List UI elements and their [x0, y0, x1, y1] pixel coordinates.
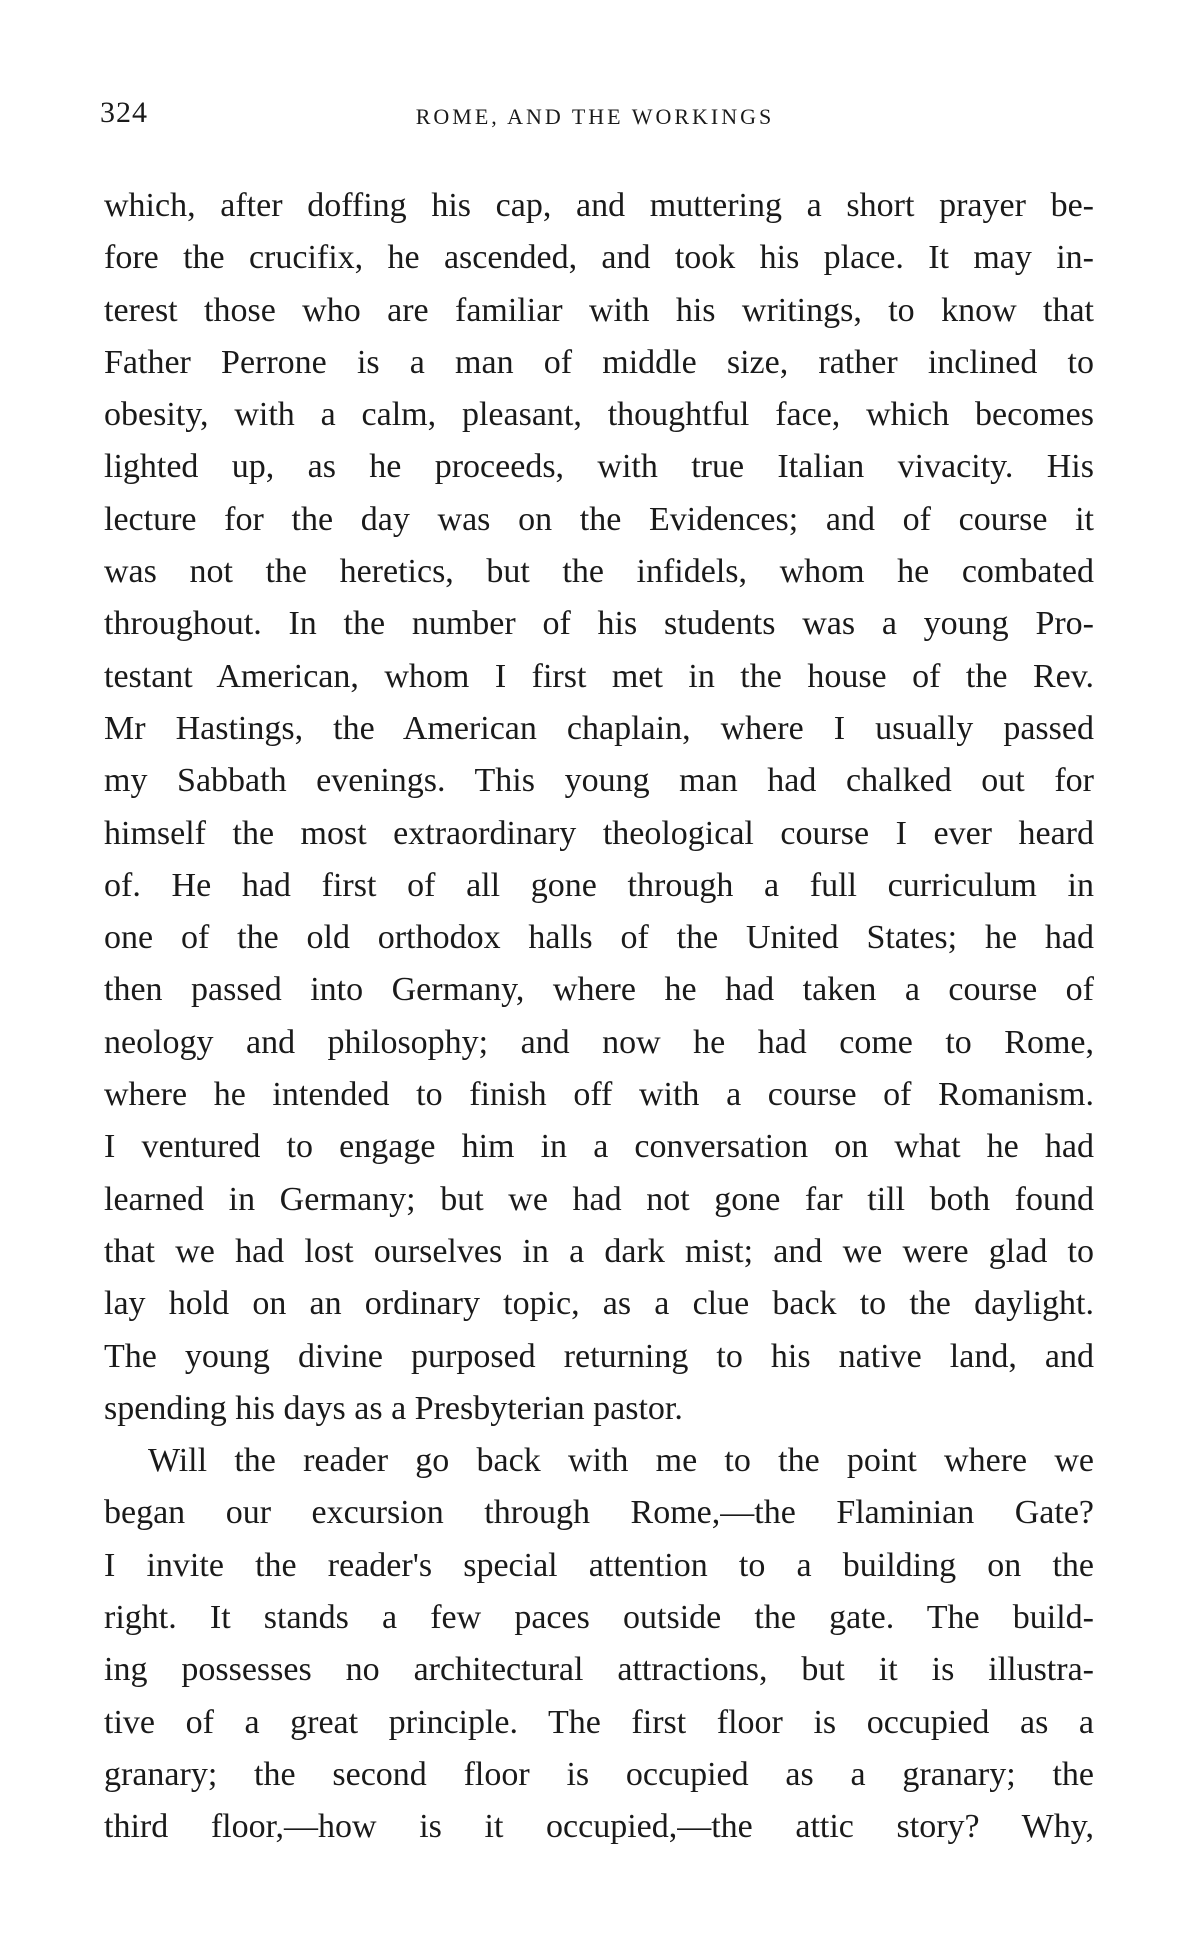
- text-line: third floor,—how is it occupied,—the attic story? Why,: [104, 1808, 1094, 1846]
- text-line: terest those who are familiar with his writings, to know that: [104, 291, 1094, 329]
- text-line: of. He had first of all gone through a full curriculum in: [104, 866, 1094, 904]
- text-line: that we had lost ourselves in a dark mist; and we were glad to: [104, 1232, 1094, 1270]
- text-line: I ventured to engage him in a conversation on what he had: [104, 1128, 1094, 1166]
- text-line: lecture for the day was on the Evidences; and of course it: [104, 500, 1094, 538]
- paragraph-first-line: Will the reader go back with me to the point where we: [148, 1442, 1094, 1480]
- text-line: Father Perrone is a man of middle size, rather inclined to: [104, 343, 1094, 381]
- text-line: ing possesses no architectural attractions, but it is illustra-: [104, 1651, 1094, 1689]
- text-line: lighted up, as he proceeds, with true Italian vivacity. His: [104, 448, 1094, 486]
- text-line: neology and philosophy; and now he had come to Rome,: [104, 1023, 1094, 1061]
- text-line: began our excursion through Rome,—the Flaminian Gate?: [104, 1494, 1094, 1532]
- body-text: [104, 180, 1094, 1854]
- page-number: 324: [100, 96, 148, 129]
- text-line: fore the crucifix, he ascended, and took his place. It may in-: [104, 239, 1094, 277]
- text-line: where he intended to finish off with a course of Romanism.: [104, 1076, 1094, 1114]
- text-line: then passed into Germany, where he had taken a course of: [104, 971, 1094, 1009]
- text-line: right. It stands a few paces outside the gate. The build-: [104, 1599, 1094, 1637]
- text-line: tive of a great principle. The first floor is occupied as a: [104, 1703, 1094, 1741]
- text-line: which, after doffing his cap, and muttering a short prayer be-: [104, 187, 1094, 224]
- text-line: obesity, with a calm, pleasant, thoughtful face, which becomes: [104, 396, 1094, 434]
- text-line: himself the most extraordinary theological course I ever heard: [104, 814, 1094, 852]
- text-line: learned in Germany; but we had not gone far till both found: [104, 1180, 1094, 1218]
- text-line: I invite the reader's special attention to a building on the: [104, 1546, 1094, 1584]
- text-line: throughout. In the number of his students was a young Pro-: [104, 605, 1094, 643]
- running-head: ROME, AND THE WORKINGS: [415, 104, 775, 129]
- text-line: Mr Hastings, the American chaplain, where I usually passed: [104, 709, 1094, 747]
- text-line: testant American, whom I first met in the house of the Rev.: [104, 657, 1094, 695]
- page-header: [100, 96, 1090, 136]
- text-line: was not the heretics, but the infidels, whom he combated: [104, 553, 1094, 591]
- text-line: lay hold on an ordinary topic, as a clue back to the daylight.: [104, 1285, 1094, 1323]
- text-line: granary; the second floor is occupied as a granary; the: [104, 1755, 1094, 1793]
- paragraph-last-line: spending his days as a Presbyterian pastor.: [104, 1389, 683, 1427]
- text-line: The young divine purposed returning to his native land, and: [104, 1337, 1094, 1375]
- text-line: my Sabbath evenings. This young man had chalked out for: [104, 762, 1094, 800]
- text-line: one of the old orthodox halls of the United States; he had: [104, 919, 1094, 957]
